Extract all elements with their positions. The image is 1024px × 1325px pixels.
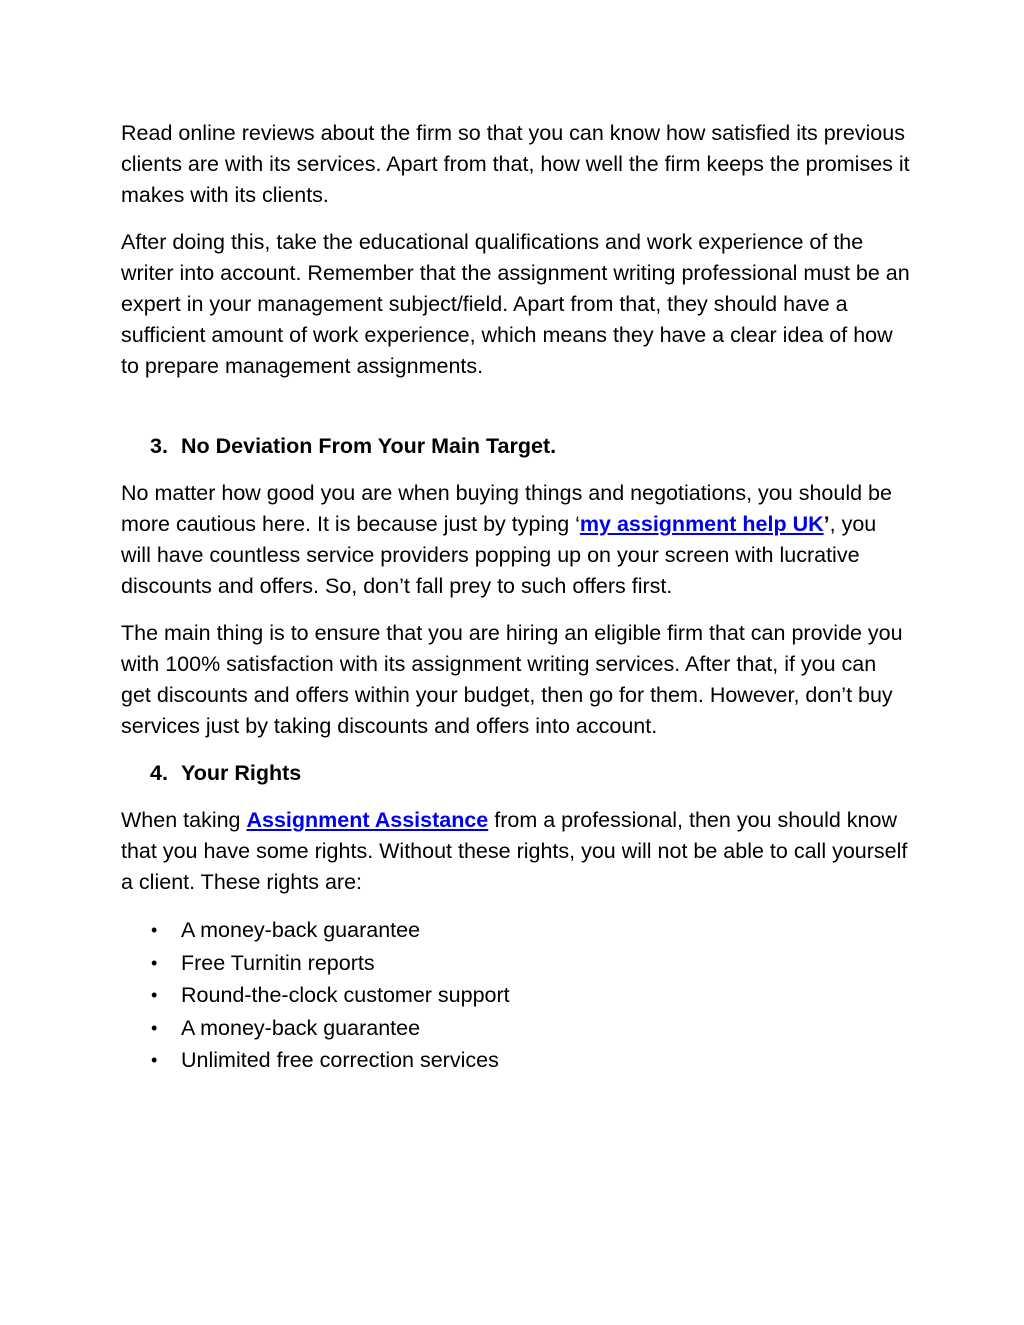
paragraph-qualifications: After doing this, take the educational qualifications and work experience of the writer into account. Remember that the assignment writing professional must be an expert in your management subject/field. Apart from that, they should have a sufficient amount of work experience, which means they have a clear idea of how to prepare management assignments.	[121, 230, 910, 378]
paragraph-reviews: Read online reviews about the firm so that you can know how satisfied its previous clients are with its services. Apart from that, how well the firm keeps the promises it makes with its clients.	[121, 121, 910, 207]
list-item	[121, 914, 911, 947]
paragraph-caution	[121, 478, 911, 602]
list-item	[121, 1044, 911, 1077]
list-item-label: A money-back guarantee	[181, 918, 421, 942]
close-quote: ’	[823, 512, 830, 536]
section-3-heading	[121, 431, 911, 462]
bullet-icon: •	[151, 952, 158, 973]
caution-text-after: , you will have countless service providers popping up on your screen with lucrative discounts and offers. So, don’t fall prey to such offers first.	[121, 512, 877, 598]
section-3-number: 3.	[150, 434, 168, 458]
list-item	[121, 1012, 911, 1045]
section-4-heading	[121, 758, 911, 789]
section-4-number: 4.	[150, 761, 168, 785]
paragraph-rights-intro	[121, 805, 911, 898]
bullet-icon: •	[151, 985, 158, 1005]
paragraph-main-thing: The main thing is to ensure that you are hiring an eligible firm that can provide you with 100% satisfaction with its assignment writing services. After that, if you can get discounts and offers within your budget, then go for them. However, don’t buy services just by taking discounts and offers into account.	[121, 621, 903, 738]
list-item	[121, 947, 911, 980]
document-page	[121, 118, 911, 1077]
section-4-title: Your Rights	[181, 761, 302, 785]
open-quote: ‘	[575, 512, 580, 536]
rights-intro-after: from a professional, then you should know that you have some rights. Without these rights, you will not be able to call yourself a client. These rights are:	[121, 808, 908, 894]
caution-text-before: No matter how good you are when buying things and negotiations, you should be more cautious here. It is because just by typing	[121, 481, 892, 536]
list-item-label: A money-back guarantee	[181, 1015, 421, 1040]
my-assignment-help-uk-link[interactable]: my assignment help UK	[579, 512, 824, 536]
bullet-icon: •	[151, 1050, 158, 1070]
list-item	[121, 979, 911, 1012]
section-spacer	[121, 398, 911, 431]
list-item-label: Round-the-clock customer support	[181, 983, 510, 1007]
list-item-label: Free Turnitin reports	[181, 950, 375, 975]
bullet-icon: •	[151, 1017, 158, 1038]
list-item-label: Unlimited free correction services	[181, 1048, 499, 1072]
rights-intro-before: When taking	[121, 808, 247, 832]
bullet-icon: •	[151, 920, 158, 940]
assignment-assistance-link[interactable]: Assignment Assistance	[246, 808, 489, 832]
section-3-title: No Deviation From Your Main Target.	[181, 434, 557, 458]
rights-list	[121, 914, 911, 1077]
